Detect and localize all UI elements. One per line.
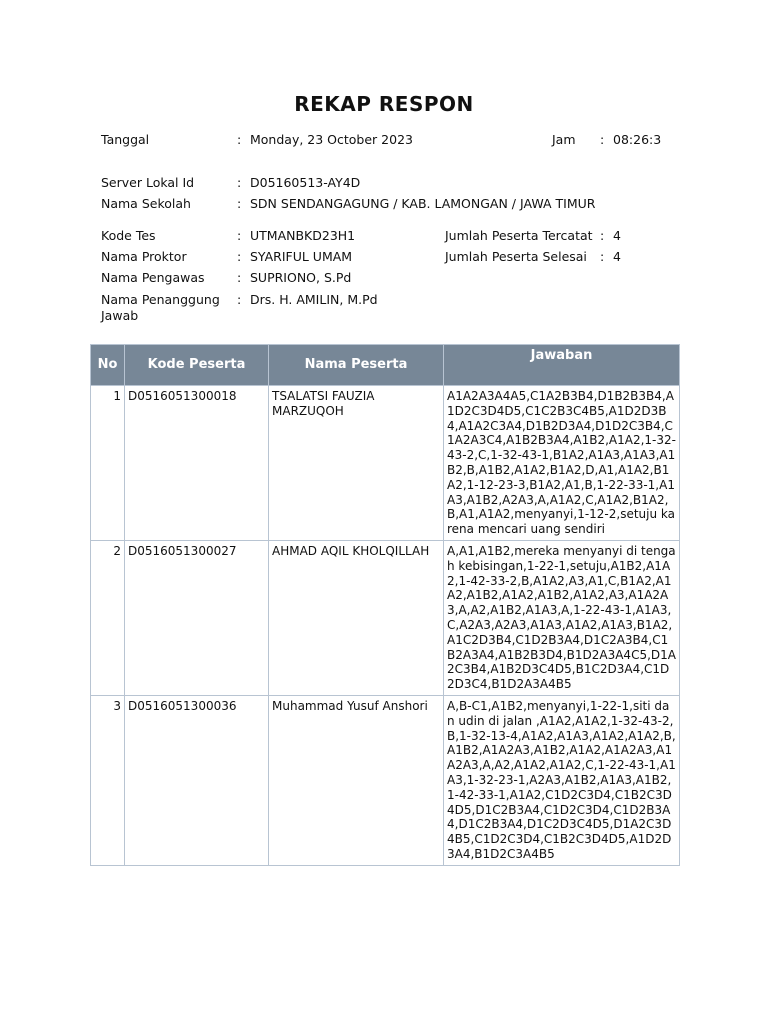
test-code-value: UTMANBKD23H1 [250, 228, 356, 243]
test-code-row [0, 228, 768, 244]
participant-code: D0516051300036 [125, 695, 269, 865]
header-participant-code: Kode Peserta [125, 345, 269, 386]
colon: : [237, 292, 242, 307]
supervisor-label: Nama Pengawas [101, 270, 205, 285]
header-no: No [91, 345, 125, 386]
participant-answers: A,A1,A1B2,mereka menyanyi di tengah kebisingan,1-22-1,setuju,A1B2,A1A2,1-42-33-2,B,A1A2,A3,A1,C,B1A2,A1A2,A1B2,A1A2,A1B2,A1A2,A3,A1A2A3,A,A2,A1B2,A1A3,A,1-22-43-1,A1A3,C,A2A3,A2A3,A1A3,A1A2,A1A3,B1A2,A1C2D3B4,C1D2B3A4,D1C2A3B4,C1B2A3A4,A1B2B3D4,B1D2A3A4C5,D1A2C3B4,A1B2D3C4D5,B1C2D3A4,C1D2D3C4,B1D2A3A4B5 [444, 540, 680, 695]
supervisor-row [0, 270, 768, 286]
server-row [0, 175, 768, 191]
finished-count-value: 4 [613, 249, 621, 264]
school-row [0, 196, 768, 212]
table-header-row [91, 345, 680, 386]
table-row [91, 695, 680, 865]
server-label: Server Lokal Id [101, 175, 195, 190]
colon: : [600, 249, 605, 264]
header-answers: Jawaban [444, 345, 680, 386]
participant-code: D0516051300027 [125, 540, 269, 695]
participant-answers: A,B-C1,A1B2,menyanyi,1-22-1,siti dan udin di jalan ,A1A2,A1A2,1-32-43-2,B,1-32-13-4,A1A2,A1A3,A1A2,A1A2,B,A1B2,A1A2A3,A1B2,A1A2,A1A2A3,A1A2A3,A,A2,A1A2,A1A2,C,1-22-43-1,A1A3,1-32-23-1,A2A3,A1B2,A1A3,A1B2,1-42-33-1,A1A2,C1D2C3D4,C1B2C3D4D5,D1C2B3A4,C1D2C3D4,C1D2B3A4,D1C2B3A4,D1C2D3C4D5,D1A2C3D4B5,C1D2C3D4,C1B2C3D4D5,A1D2D3A4,B1D2C3A4B5 [444, 695, 680, 865]
date-label: Tanggal [101, 132, 150, 147]
colon: : [237, 132, 242, 147]
finished-count-label: Jumlah Peserta Selesai [445, 249, 587, 264]
table-row [91, 386, 680, 541]
row-number: 2 [91, 540, 125, 695]
participant-name: Muhammad Yusuf Anshori [269, 695, 444, 865]
colon: : [237, 175, 242, 190]
proctor-value: SYARIFUL UMAM [250, 249, 353, 264]
colon: : [237, 228, 242, 243]
supervisor-value: SUPRIONO, S.Pd [250, 270, 352, 285]
participant-code: D0516051300018 [125, 386, 269, 541]
responsible-row [0, 292, 768, 324]
colon: : [600, 228, 605, 243]
school-label: Nama Sekolah [101, 196, 191, 211]
proctor-label: Nama Proktor [101, 249, 187, 264]
colon: : [237, 249, 242, 264]
colon: : [600, 132, 605, 147]
participant-name: TSALATSI FAUZIA MARZUQOH [269, 386, 444, 541]
header-participant-name: Nama Peserta [269, 345, 444, 386]
date-row [0, 132, 768, 148]
school-value: SDN SENDANGAGUNG / KAB. LAMONGAN / JAWA TIMUR [250, 196, 596, 211]
responsible-label: Nama Penanggung Jawab [101, 292, 220, 323]
response-table [90, 344, 680, 866]
colon: : [237, 270, 242, 285]
registered-count-value: 4 [613, 228, 621, 243]
time-label: Jam [552, 132, 576, 147]
responsible-value: Drs. H. AMILIN, M.Pd [250, 292, 378, 307]
time-value: 08:26:3 [613, 132, 662, 147]
registered-count-label: Jumlah Peserta Tercatat [445, 228, 593, 243]
row-number: 3 [91, 695, 125, 865]
proctor-row [0, 249, 768, 265]
date-value: Monday, 23 October 2023 [250, 132, 413, 147]
participant-name: AHMAD AQIL KHOLQILLAH [269, 540, 444, 695]
page-title: REKAP RESPON [294, 92, 474, 116]
server-value: D05160513-AY4D [250, 175, 361, 190]
colon: : [237, 196, 242, 211]
participant-answers: A1A2A3A4A5,C1A2B3B4,D1B2B3B4,A1D2C3D4D5,C1C2B3C4B5,A1D2D3B4,A1A2C3A4,D1B2D3A4,D1D2C3B4,C1A2A3C4,A1B2B3A4,A1B2,A1A2,1-32-43-2,C,1-32-43-1,B1A2,A1A3,A1A3,A1B2,B,A1B2,A1A2,B1A2,D,A1,A1A2,B1A2,1-12-23-3,B1A2,A1,B,1-22-33-1,A1A3,A1B2,A2A3,A,A1A2,C,A1A2,B1A2, B,A1,A1A2,menyanyi,1-12-2,setuju karena mencari uang sendiri [444, 386, 680, 541]
row-number: 1 [91, 386, 125, 541]
test-code-label: Kode Tes [101, 228, 156, 243]
table-row [91, 540, 680, 695]
